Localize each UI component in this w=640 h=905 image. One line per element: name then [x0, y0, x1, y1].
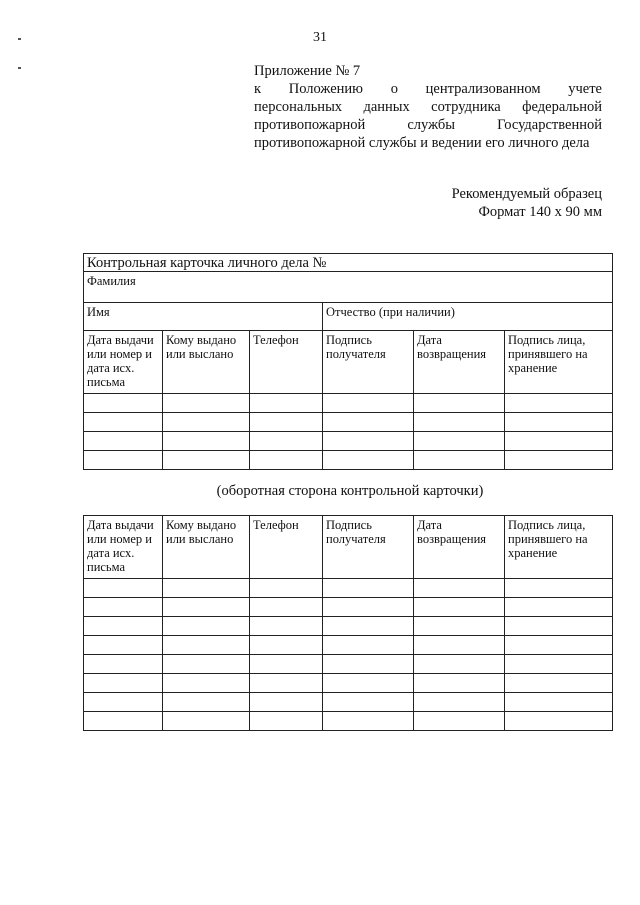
appendix-line: к Положению о централизованном учете [254, 81, 602, 97]
column-header: Подпись получателя [323, 516, 414, 579]
appendix-line: противопожарной службы Государственной [254, 117, 602, 133]
surname-label: Фамилия [84, 272, 613, 303]
table-row [84, 655, 613, 674]
reverse-side-caption: (оборотная сторона контрольной карточки) [216, 483, 484, 499]
appendix-title: Приложение № 7 [254, 63, 361, 79]
back-card-table [83, 515, 613, 731]
page-number: 31 [313, 30, 327, 45]
table-row [84, 617, 613, 636]
column-header: Подпись лица, принявшего на хранение [505, 516, 613, 579]
card-title: Контрольная карточка личного дела № [84, 254, 613, 272]
scan-mark [18, 67, 21, 69]
name-label: Имя [84, 303, 323, 331]
table-row [84, 432, 613, 451]
appendix-header [254, 62, 602, 152]
column-header: Кому выдано или выслано [163, 516, 250, 579]
table-row [84, 693, 613, 712]
patronymic-label: Отчество (при наличии) [323, 303, 613, 331]
column-header: Дата возвращения [414, 516, 505, 579]
column-header: Подпись получателя [323, 331, 414, 394]
sample-label: Рекомендуемый образец [451, 186, 602, 202]
scan-mark [18, 38, 21, 40]
column-header: Дата возвращения [414, 331, 505, 394]
table-row [84, 598, 613, 617]
appendix-line: противопожарной службы и ведении его личного дела [254, 135, 590, 151]
appendix-line: персональных данных сотрудника федеральной [254, 99, 602, 115]
column-header: Кому выдано или выслано [163, 331, 250, 394]
column-header: Телефон [250, 331, 323, 394]
table-row [84, 674, 613, 693]
front-card-table [83, 253, 613, 470]
table-row [84, 394, 613, 413]
column-header: Телефон [250, 516, 323, 579]
column-header: Подпись лица, принявшего на хранение [505, 331, 613, 394]
column-header: Дата выдачи или номер и дата исх. письма [84, 516, 163, 579]
column-header: Дата выдачи или номер и дата исх. письма [84, 331, 163, 394]
table-row [84, 579, 613, 598]
sample-note [452, 185, 602, 221]
table-row [84, 712, 613, 731]
table-row [84, 451, 613, 470]
table-row [84, 413, 613, 432]
table-row [84, 636, 613, 655]
format-label: Формат 140 x 90 мм [478, 204, 602, 220]
